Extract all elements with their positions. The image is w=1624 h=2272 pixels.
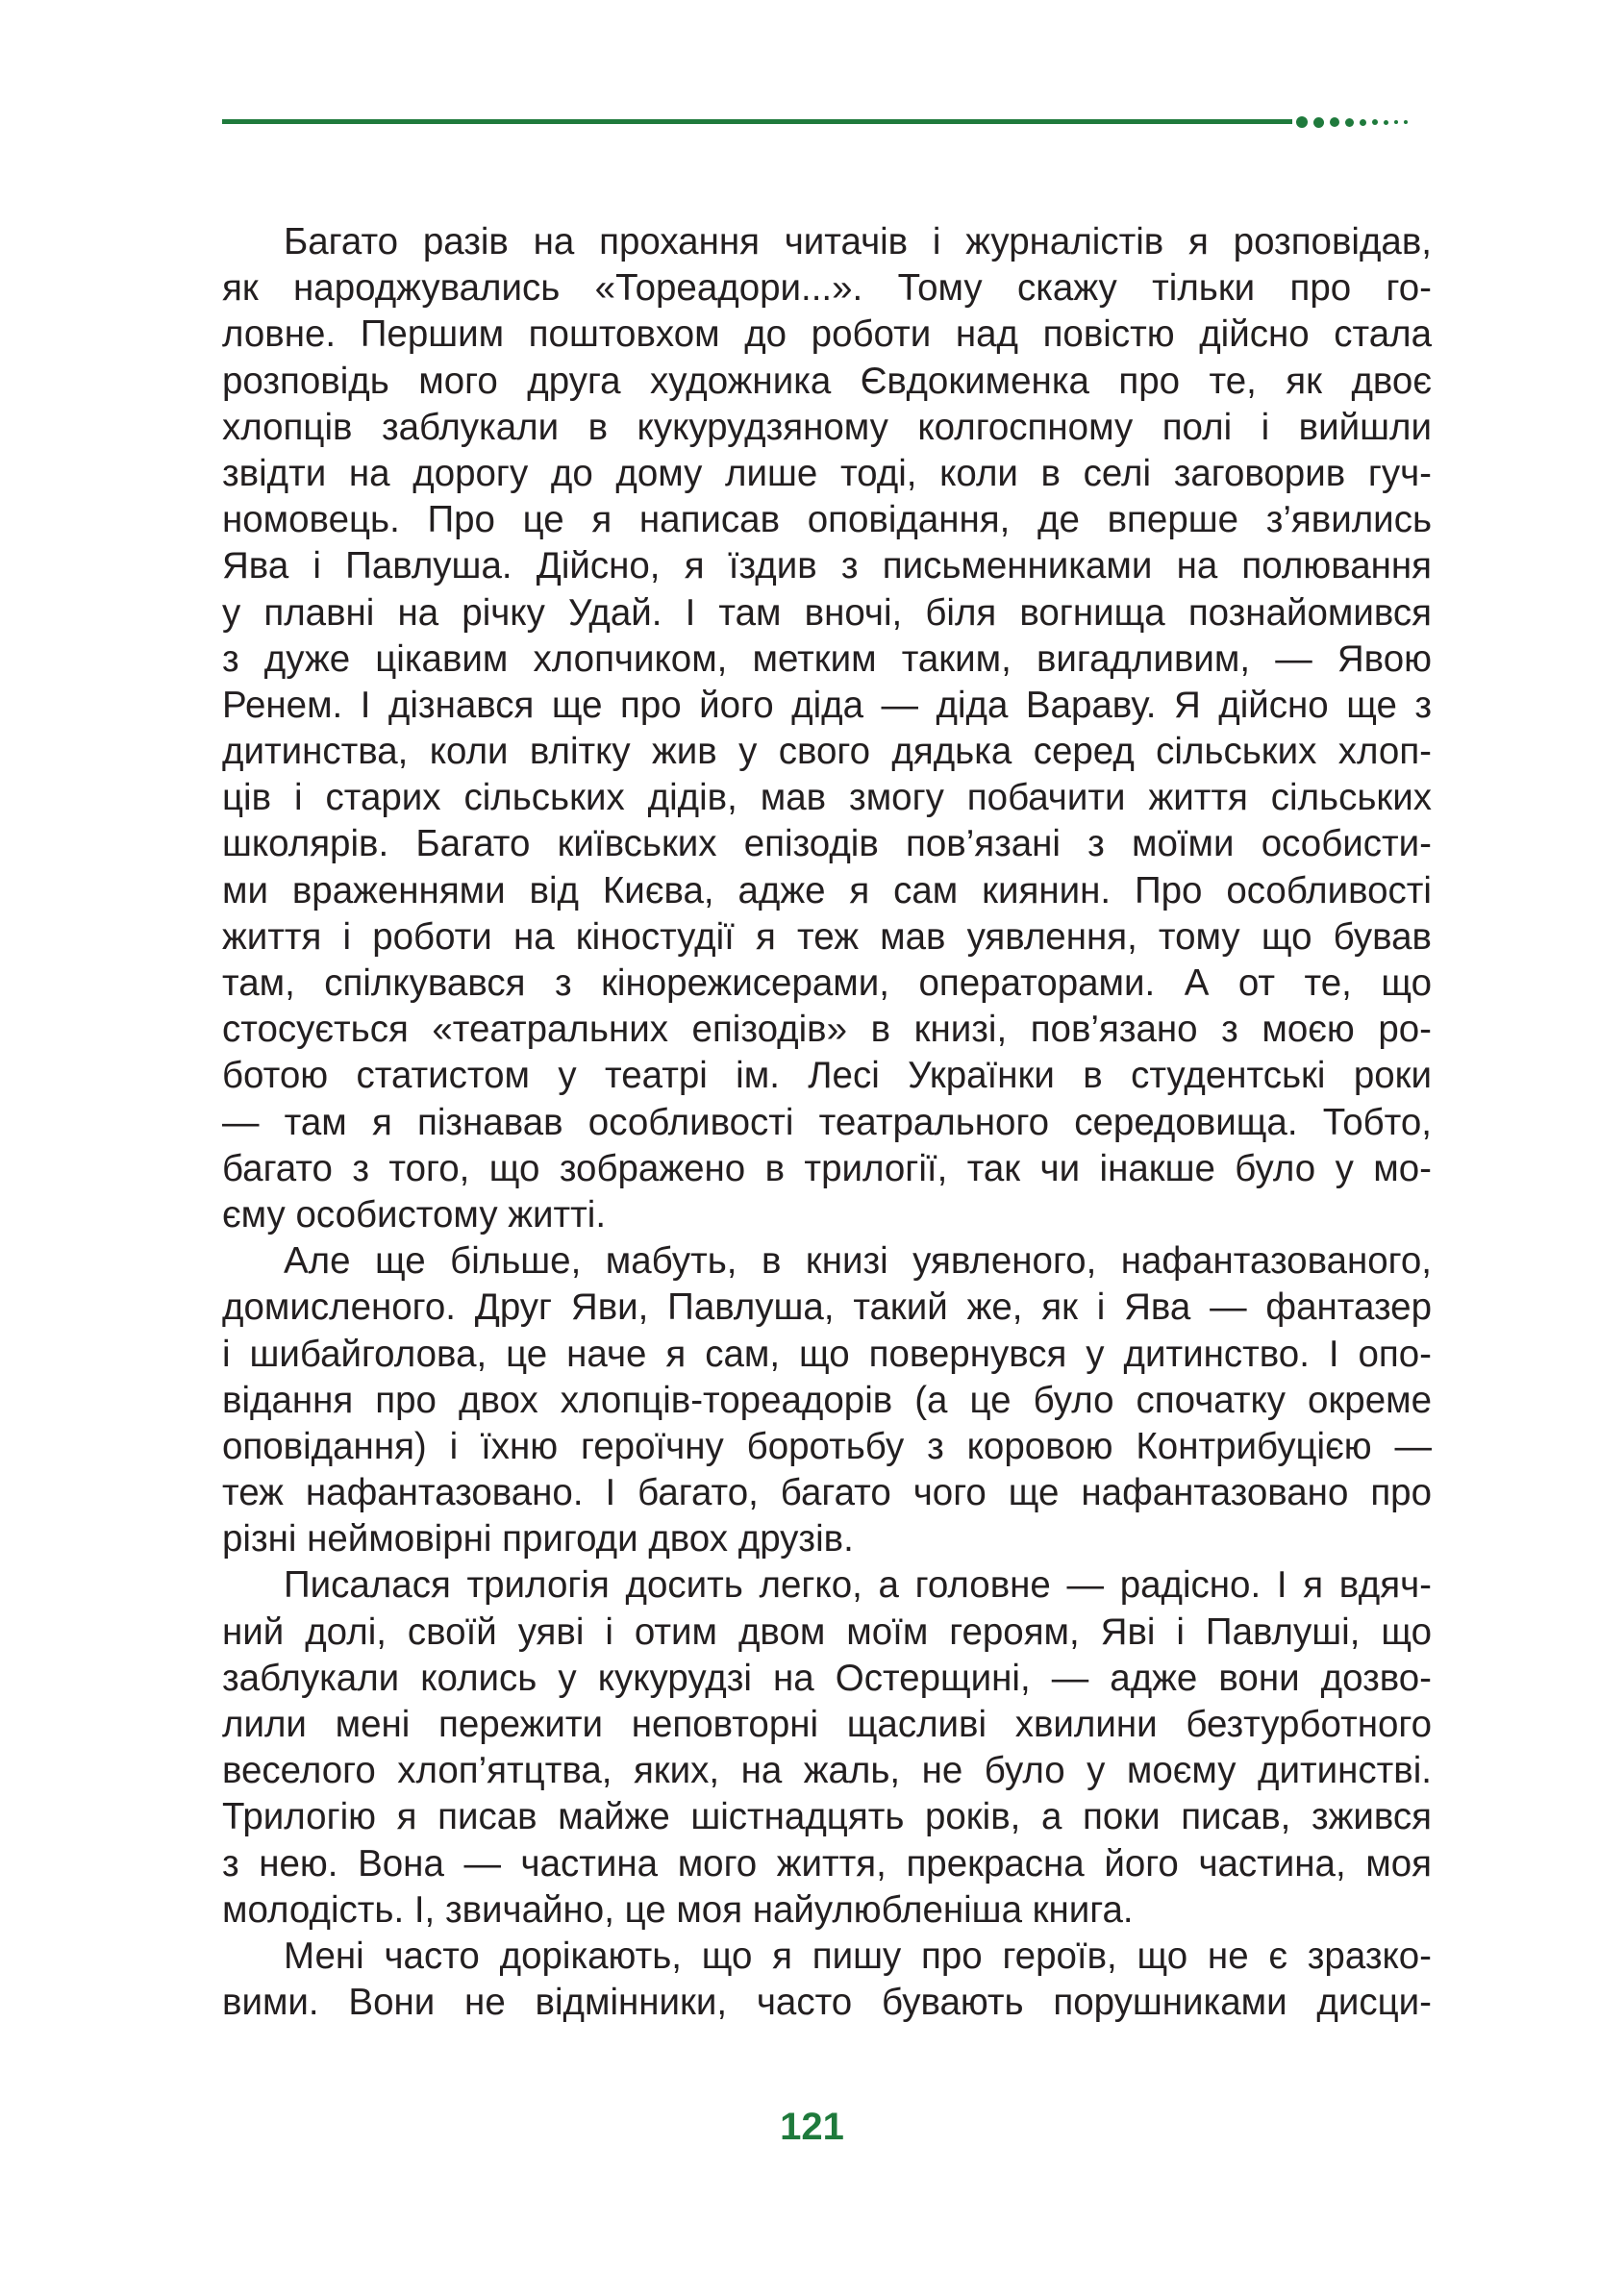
- text-line: ботою статистом у театрі ім. Лесі Українки в студентські роки: [222, 1055, 1432, 1097]
- text-line: і шибайголова, це наче я сам, що повернувся у дитинство. І опо-: [222, 1333, 1432, 1375]
- text-line: звідти на дорогу до дому лише тоді, коли в селі заговорив гуч-: [222, 452, 1432, 494]
- text-line: у плавні на річку Удай. І там вночі, біля вогнища познайомився: [222, 591, 1432, 634]
- page-number: 121: [780, 2106, 844, 2148]
- text-line: оповідання) і їхню героїчну боротьбу з коровою Контрибуцією —: [222, 1425, 1432, 1467]
- text-line: розповідь мого друга художника Євдокименка про те, як двоє: [222, 360, 1432, 402]
- paragraph: [222, 1562, 1432, 1934]
- ornament-dot: [1296, 116, 1308, 128]
- text-line: відання про двох хлопців-тореадорів (а це було спочатку окреме: [222, 1379, 1432, 1421]
- text-line: Ява і Павлуша. Дійсно, я їздив з письменниками на полювання: [222, 545, 1432, 587]
- text-line: вими. Вони не відмінники, часто бувають порушниками дисци-: [222, 1982, 1432, 2024]
- ornament-dot: [1360, 119, 1366, 126]
- text-line: домисленого. Друг Яви, Павлуша, такий же, як і Ява — фантазер: [222, 1286, 1432, 1329]
- paragraph: [222, 1238, 1432, 1562]
- text-line: з дуже цікавим хлопчиком, метким таким, вигадливим, — Явою: [222, 637, 1432, 680]
- paragraph: [222, 1934, 1432, 2026]
- ornament-dot: [1384, 120, 1388, 125]
- text-line: там, спілкувався з кінорежисерами, операторами. А от те, що: [222, 962, 1432, 1004]
- text-line: ми враженнями від Києва, адже я сам киянин. Про особливості: [222, 869, 1432, 911]
- body-text: [222, 219, 1432, 2026]
- text-line: хлопців заблукали в кукурудзяному колгоспному полі і вийшли: [222, 406, 1432, 448]
- text-line: як народжувались «Тореадори...». Тому скажу тільки про го-: [222, 267, 1432, 310]
- text-line: Багато разів на прохання читачів і журналістів я розповідав,: [284, 221, 1432, 262]
- text-line: молодість. І, звичайно, це моя найулюбленіша книга.: [222, 1888, 1134, 1931]
- ornament-dot: [1313, 117, 1324, 128]
- ornament-dot: [1345, 118, 1354, 127]
- text-line: з нею. Вона — частина мого життя, прекрасна його частина, моя: [222, 1842, 1432, 1885]
- text-line: теж нафантазовано. І багато, багато чого ще нафантазовано про: [222, 1472, 1432, 1514]
- text-line: ців і старих сільських дідів, мав змогу побачити життя сільських: [222, 777, 1432, 819]
- paragraph: [222, 219, 1432, 1238]
- text-line: Ренем. І дізнався ще про його діда — діда Вараву. Я дійсно ще з: [222, 684, 1432, 726]
- ornament-dot: [1330, 117, 1339, 127]
- text-line: різні неймовірні пригоди двох друзів.: [222, 1518, 854, 1560]
- ornament-dot: [1404, 120, 1408, 124]
- text-line: номовець. Про це я написав оповідання, де вперше з’явились: [222, 499, 1432, 541]
- text-line: ний долі, своїй уяві і отим двом моїм героям, Яві і Павлуші, що: [222, 1610, 1432, 1653]
- text-line: ловне. Першим поштовхом до роботи над повістю дійсно стала: [222, 313, 1432, 356]
- text-line: заблукали колись у кукурудзі на Остерщині, — адже вони дозво-: [222, 1657, 1432, 1699]
- text-line: школярів. Багато київських епізодів пов’язані з моїми особисти-: [222, 823, 1432, 865]
- text-line: Мені часто дорікають, що я пишу про героїв, що не є зразко-: [284, 1935, 1432, 1977]
- text-line: єму особистому житті.: [222, 1193, 607, 1236]
- text-line: Трилогію я писав майже шістнадцять років, а поки писав, зжився: [222, 1796, 1432, 1838]
- ornament-dot: [1372, 119, 1378, 125]
- text-line: стосується «театральних епізодів» в книзі, пов’язано з моєю ро-: [222, 1009, 1432, 1051]
- text-line: життя і роботи на кіностудії я теж мав уявлення, тому що бував: [222, 915, 1432, 958]
- header-dots-ornament: [1296, 114, 1431, 130]
- text-line: Писалася трилогія досить легко, а головне — радісно. І я вдяч-: [284, 1564, 1432, 1607]
- header-rule: [222, 119, 1292, 124]
- text-line: веселого хлоп’ятцтва, яких, на жаль, не було у моєму дитинстві.: [222, 1750, 1432, 1792]
- text-line: дитинства, коли влітку жив у свого дядька серед сільських хлоп-: [222, 731, 1432, 773]
- text-line: лили мені пережити неповторні щасливі хвилини безтурботного: [222, 1704, 1432, 1745]
- text-line: — там я пізнавав особливості театрального середовища. Тобто,: [222, 1101, 1432, 1143]
- text-line: багато з того, що зображено в трилогії, так чи інакше було у мо-: [222, 1147, 1432, 1189]
- ornament-dot: [1394, 120, 1398, 124]
- text-line: Але ще більше, мабуть, в книзі уявленого, нафантазованого,: [284, 1240, 1432, 1283]
